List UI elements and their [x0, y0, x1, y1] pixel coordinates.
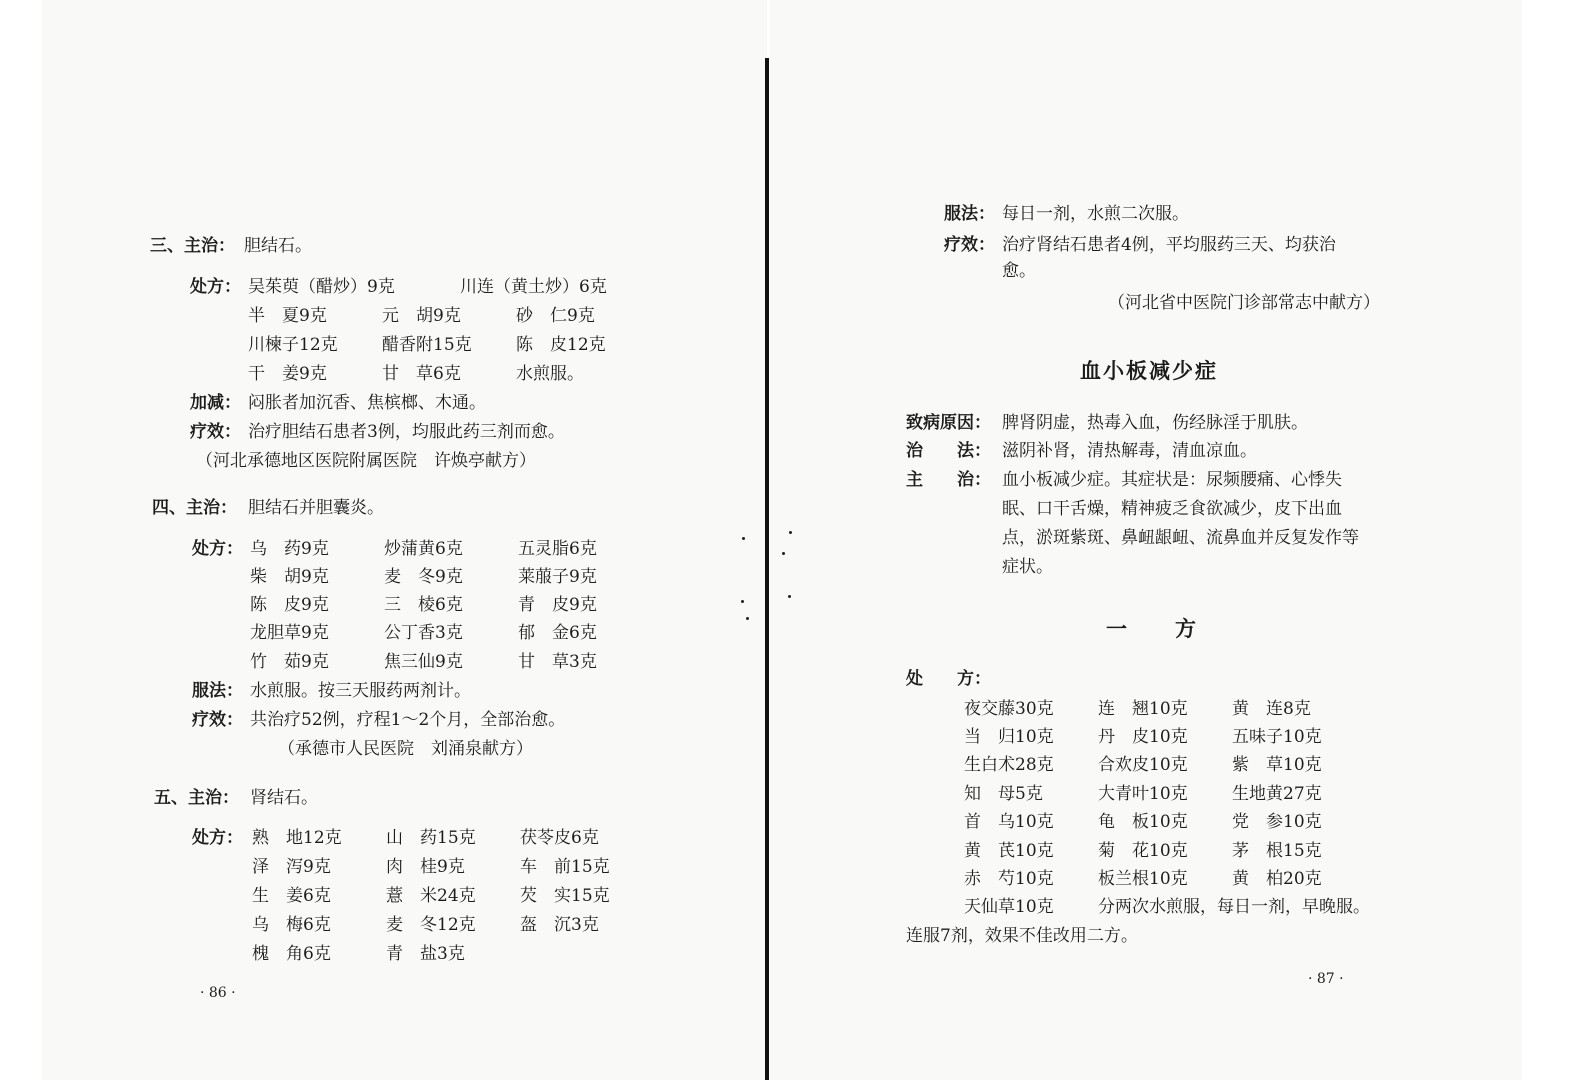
herb-item: 青 盐3克 [386, 944, 465, 964]
indication-line: 点，淤斑紫斑、鼻衄龈衄、流鼻血并反复发作等 [1002, 528, 1359, 548]
herb-item: 醋香附15克 [382, 335, 472, 355]
herb-item: 黄 连8克 [1232, 699, 1311, 719]
method-text: 滋阴补肾，清热解毒，清血凉血。 [1002, 441, 1257, 461]
herb-item: 青 皮9克 [518, 595, 597, 615]
herb-item: 生 姜6克 [252, 886, 331, 906]
herb-item: 生地黄27克 [1232, 784, 1322, 804]
ink-speck [746, 617, 749, 620]
herb-item: 五灵脂6克 [518, 539, 597, 559]
section-3-efficacy-label: 疗效： [190, 422, 241, 442]
herb-item: 肉 桂9克 [386, 857, 465, 877]
usage-text: 每日一剂，水煎二次服。 [1002, 204, 1189, 224]
section-3-adjust-label: 加减： [190, 393, 241, 413]
section-4-heading: 四、主治： [152, 498, 237, 518]
herb-item: 吴茱萸（醋炒）9克 [248, 277, 395, 297]
page-number-left: · 86 · [200, 985, 236, 1001]
book-spine [765, 58, 769, 1080]
herb-item: 陈 皮9克 [250, 595, 329, 615]
herb-item: 薏 米24克 [386, 886, 476, 906]
ink-speck [782, 552, 785, 555]
herb-item: 黄 芪10克 [964, 841, 1054, 861]
herb-item: 龙胆草9克 [250, 623, 329, 643]
herb-item: 生白术28克 [964, 755, 1054, 775]
herb-item: 甘 草6克 [382, 364, 461, 384]
section-3-adjust-text: 闷胀者加沉香、焦槟榔、木通。 [248, 393, 486, 413]
herb-item: 川连（黄土炒）6克 [460, 277, 607, 297]
herb-item: 乌 梅6克 [252, 915, 331, 935]
herb-item: 炒蒲黄6克 [384, 539, 463, 559]
herb-item: 芡 实15克 [520, 886, 610, 906]
rx-label: 处 方： [906, 669, 991, 689]
herb-item: 五味子10克 [1232, 727, 1322, 747]
section-5-heading: 五、主治： [154, 788, 239, 808]
herb-item: 泽 泻9克 [252, 857, 331, 877]
efficacy-text: 治疗肾结石患者4例，平均服药三天、均获治 [1002, 235, 1336, 255]
section-5-indication: 肾结石。 [250, 788, 318, 808]
herb-item: 茅 根15克 [1232, 841, 1322, 861]
section-3-indication: 胆结石。 [244, 236, 312, 256]
herb-item: 干 姜9克 [248, 364, 327, 384]
indication-line: 眠、口干舌燥，精神疲乏食欲减少，皮下出血 [1002, 499, 1342, 519]
herb-item: 乌 药9克 [250, 539, 329, 559]
closing-note: 连服7剂，效果不佳改用二方。 [906, 926, 1138, 946]
section-3-efficacy-text: 治疗胆结石患者3例，均服此药三剂而愈。 [248, 422, 565, 442]
herb-item: 丹 皮10克 [1098, 727, 1188, 747]
herb-item: 紫 草10克 [1232, 755, 1322, 775]
indication-label: 主 治： [906, 470, 991, 490]
method-label: 治 法： [906, 441, 991, 461]
disease-title: 血小板减少症 [1080, 358, 1218, 383]
section-5-rx-label: 处方： [192, 828, 243, 848]
herb-item: 板兰根10克 [1098, 869, 1188, 889]
herb-item: 元 胡9克 [382, 306, 461, 326]
herb-item: 川楝子12克 [248, 335, 338, 355]
herb-item: 麦 冬9克 [384, 567, 463, 587]
herb-item: 当 归10克 [964, 727, 1054, 747]
section-3-heading: 三、主治： [150, 236, 235, 256]
herb-item: 知 母5克 [964, 784, 1043, 804]
page-number-right: · 87 · [1308, 971, 1344, 987]
section-4-indication: 胆结石并胆囊炎。 [248, 498, 384, 518]
herb-item: 天仙草10克 [964, 897, 1054, 917]
herb-item: 三 棱6克 [384, 595, 463, 615]
herb-item: 车 前15克 [520, 857, 610, 877]
herb-item: 党 参10克 [1232, 812, 1322, 832]
section-4-usage-label: 服法： [192, 681, 243, 701]
herb-item: 赤 芍10克 [964, 869, 1054, 889]
ink-speck [742, 537, 745, 540]
section-4-source: （承德市人民医院 刘涌泉献方） [278, 739, 533, 759]
herb-item: 甘 草3克 [518, 652, 597, 672]
herb-item: 槐 角6克 [252, 944, 331, 964]
section-4-rx-label: 处方： [192, 539, 243, 559]
section-4-usage-text: 水煎服。按三天服药两剂计。 [250, 681, 471, 701]
herb-item: 连 翘10克 [1098, 699, 1188, 719]
herb-item: 首 乌10克 [964, 812, 1054, 832]
herb-item: 焦三仙9克 [384, 652, 463, 672]
herb-item: 山 药15克 [386, 828, 476, 848]
herb-item: 半 夏9克 [248, 306, 327, 326]
herb-item: 砂 仁9克 [516, 306, 595, 326]
section-4-efficacy-label: 疗效： [192, 710, 243, 730]
section-3-rx-label: 处方： [190, 277, 241, 297]
herb-item: 黄 柏20克 [1232, 869, 1322, 889]
section-3-source: （河北承德地区医院附属医院 许焕亭献方） [196, 451, 536, 471]
usage-note: 水煎服。 [516, 364, 584, 384]
indication-line: 症状。 [1002, 557, 1053, 577]
usage-note: 分两次水煎服，每日一剂，早晚服。 [1098, 897, 1370, 917]
efficacy-label: 疗效： [944, 235, 995, 255]
herb-item: 龟 板10克 [1098, 812, 1188, 832]
herb-item: 夜交藤30克 [964, 699, 1054, 719]
cause-label: 致病原因： [906, 413, 991, 433]
usage-label: 服法： [944, 204, 995, 224]
herb-item: 盔 沉3克 [520, 915, 599, 935]
herb-item: 公丁香3克 [384, 623, 463, 643]
efficacy-text-cont: 愈。 [1002, 261, 1036, 281]
section-4-efficacy-text: 共治疗52例，疗程1～2个月，全部治愈。 [250, 710, 566, 730]
herb-item: 菊 花10克 [1098, 841, 1188, 861]
herb-item: 麦 冬12克 [386, 915, 476, 935]
herb-item: 郁 金6克 [518, 623, 597, 643]
herb-item: 陈 皮12克 [516, 335, 606, 355]
indication-line: 血小板减少症。其症状是：尿频腰痛、心悸失 [1002, 470, 1342, 490]
herb-item: 柴 胡9克 [250, 567, 329, 587]
ink-speck [741, 600, 744, 603]
ink-speck [788, 595, 791, 598]
herb-item: 大青叶10克 [1098, 784, 1188, 804]
herb-item: 莱菔子9克 [518, 567, 597, 587]
herb-item: 熟 地12克 [252, 828, 342, 848]
cause-text: 脾肾阴虚，热毒入血，伤经脉淫于肌肤。 [1002, 413, 1308, 433]
formula-title: 一 方 [1106, 616, 1198, 641]
ink-speck [789, 531, 792, 534]
herb-item: 竹 茹9克 [250, 652, 329, 672]
herb-item: 合欢皮10克 [1098, 755, 1188, 775]
herb-item: 茯苓皮6克 [520, 828, 599, 848]
source-note: （河北省中医院门诊部常志中献方） [1108, 293, 1380, 313]
